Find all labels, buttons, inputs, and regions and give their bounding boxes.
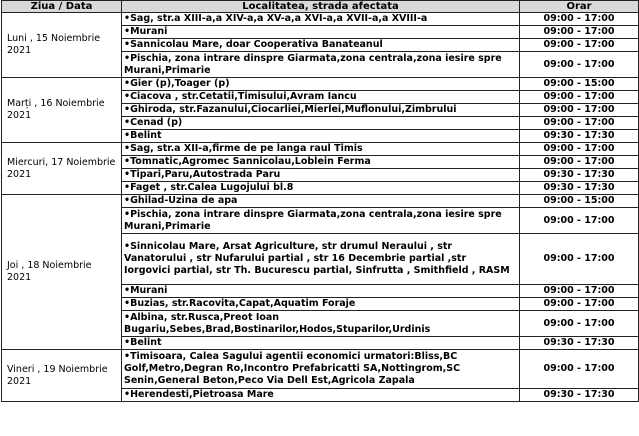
location-cell: •Gier (p),Toager (p) <box>122 78 520 91</box>
table-row <box>2 350 639 389</box>
day-column-header: Ziua / Data <box>2 1 122 13</box>
time-cell: 09:00 - 17:00 <box>520 91 639 104</box>
outage-schedule-table <box>1 0 639 402</box>
location-cell: •Belint <box>122 130 520 143</box>
location-cell: •Timisoara, Calea Sagului agentii economici urmatori:Bliss,BC Golf,Metro,Degran Ro,Incontro Prefabricatti SA,Nottingrom,SC Senin,General Beton,Peco Via Dell Est,Agricola Zapala <box>122 350 520 389</box>
location-cell: •Murani <box>122 285 520 298</box>
location-cell: •Pischia, zona intrare dinspre Giarmata,zona centrala,zona iesire spre Murani,Primarie <box>122 208 520 234</box>
time-cell: 09:00 - 17:00 <box>520 298 639 311</box>
location-cell: •Tipari,Paru,Autostrada Paru <box>122 169 520 182</box>
location-cell: •Herendesti,Pietroasa Mare <box>122 389 520 402</box>
table-row <box>2 13 639 26</box>
time-cell: 09:30 - 17:30 <box>520 389 639 402</box>
time-cell: 09:00 - 17:00 <box>520 311 639 337</box>
location-cell: •Albina, str.Rusca,Preot Ioan Bugariu,Sebes,Brad,Bostinarilor,Hodos,Stuparilor,Urdinis <box>122 311 520 337</box>
location-cell: •Sag, str.a XIII-a,a XIV-a,a XV-a,a XVI-a,a XVII-a,a XVIII-a <box>122 13 520 26</box>
time-cell: 09:30 - 17:30 <box>520 337 639 350</box>
location-cell: •Sinnicolau Mare, Arsat Agriculture, str drumul Neraului , str Vanatorului , str Nufarului partial , str 16 Decembrie partial ,str Iorgovici partial, str Th. Bucurescu partial, Sinfrutta , Smithfield , RASM <box>122 234 520 285</box>
time-cell: 09:00 - 17:00 <box>520 52 639 78</box>
time-cell: 09:00 - 17:00 <box>520 104 639 117</box>
location-cell: •Ghilad-Uzina de apa <box>122 195 520 208</box>
time-cell: 09:30 - 17:30 <box>520 182 639 195</box>
table-row <box>2 78 639 91</box>
time-cell: 09:00 - 17:00 <box>520 143 639 156</box>
location-cell: •Pischia, zona intrare dinspre Giarmata,zona centrala,zona iesire spre Murani,Primarie <box>122 52 520 78</box>
day-cell: Luni , 15 Noiembrie 2021 <box>2 13 122 78</box>
table-row <box>2 195 639 208</box>
day-cell: Miercuri, 17 Noiembrie 2021 <box>2 143 122 195</box>
day-cell: Marți , 16 Noiembrie 2021 <box>2 78 122 143</box>
time-cell: 09:00 - 17:00 <box>520 117 639 130</box>
time-cell: 09:00 - 15:00 <box>520 78 639 91</box>
location-cell: •Murani <box>122 26 520 39</box>
location-cell: •Sannicolau Mare, doar Cooperativa Banateanul <box>122 39 520 52</box>
location-cell: •Buzias, str.Racovita,Capat,Aquatim Foraje <box>122 298 520 311</box>
time-cell: 09:00 - 17:00 <box>520 156 639 169</box>
location-cell: •Ghiroda, str.Fazanului,Ciocarliei,Mierlei,Muflonului,Zimbrului <box>122 104 520 117</box>
day-cell: Vineri , 19 Noiembrie 2021 <box>2 350 122 402</box>
day-cell: Joi , 18 Noiembrie 2021 <box>2 195 122 350</box>
table-row <box>2 143 639 156</box>
location-cell: •Cenad (p) <box>122 117 520 130</box>
time-cell: 09:00 - 17:00 <box>520 285 639 298</box>
time-column-header: Orar <box>520 1 639 13</box>
time-cell: 09:00 - 17:00 <box>520 13 639 26</box>
header-row <box>2 1 639 13</box>
location-cell: •Belint <box>122 337 520 350</box>
location-column-header: Localitatea, strada afectata <box>122 1 520 13</box>
time-cell: 09:30 - 17:30 <box>520 130 639 143</box>
time-cell: 09:00 - 17:00 <box>520 39 639 52</box>
time-cell: 09:00 - 17:00 <box>520 208 639 234</box>
time-cell: 09:00 - 15:00 <box>520 195 639 208</box>
schedule-body <box>2 13 639 402</box>
location-cell: •Tomnatic,Agromec Sannicolau,Loblein Ferma <box>122 156 520 169</box>
time-cell: 09:00 - 17:00 <box>520 350 639 389</box>
time-cell: 09:00 - 17:00 <box>520 234 639 285</box>
location-cell: •Ciacova , str.Cetatii,Timisului,Avram Iancu <box>122 91 520 104</box>
location-cell: •Faget , str.Calea Lugojului bl.8 <box>122 182 520 195</box>
location-cell: •Sag, str.a XII-a,firme de pe langa raul Timis <box>122 143 520 156</box>
time-cell: 09:30 - 17:30 <box>520 169 639 182</box>
time-cell: 09:00 - 17:00 <box>520 26 639 39</box>
